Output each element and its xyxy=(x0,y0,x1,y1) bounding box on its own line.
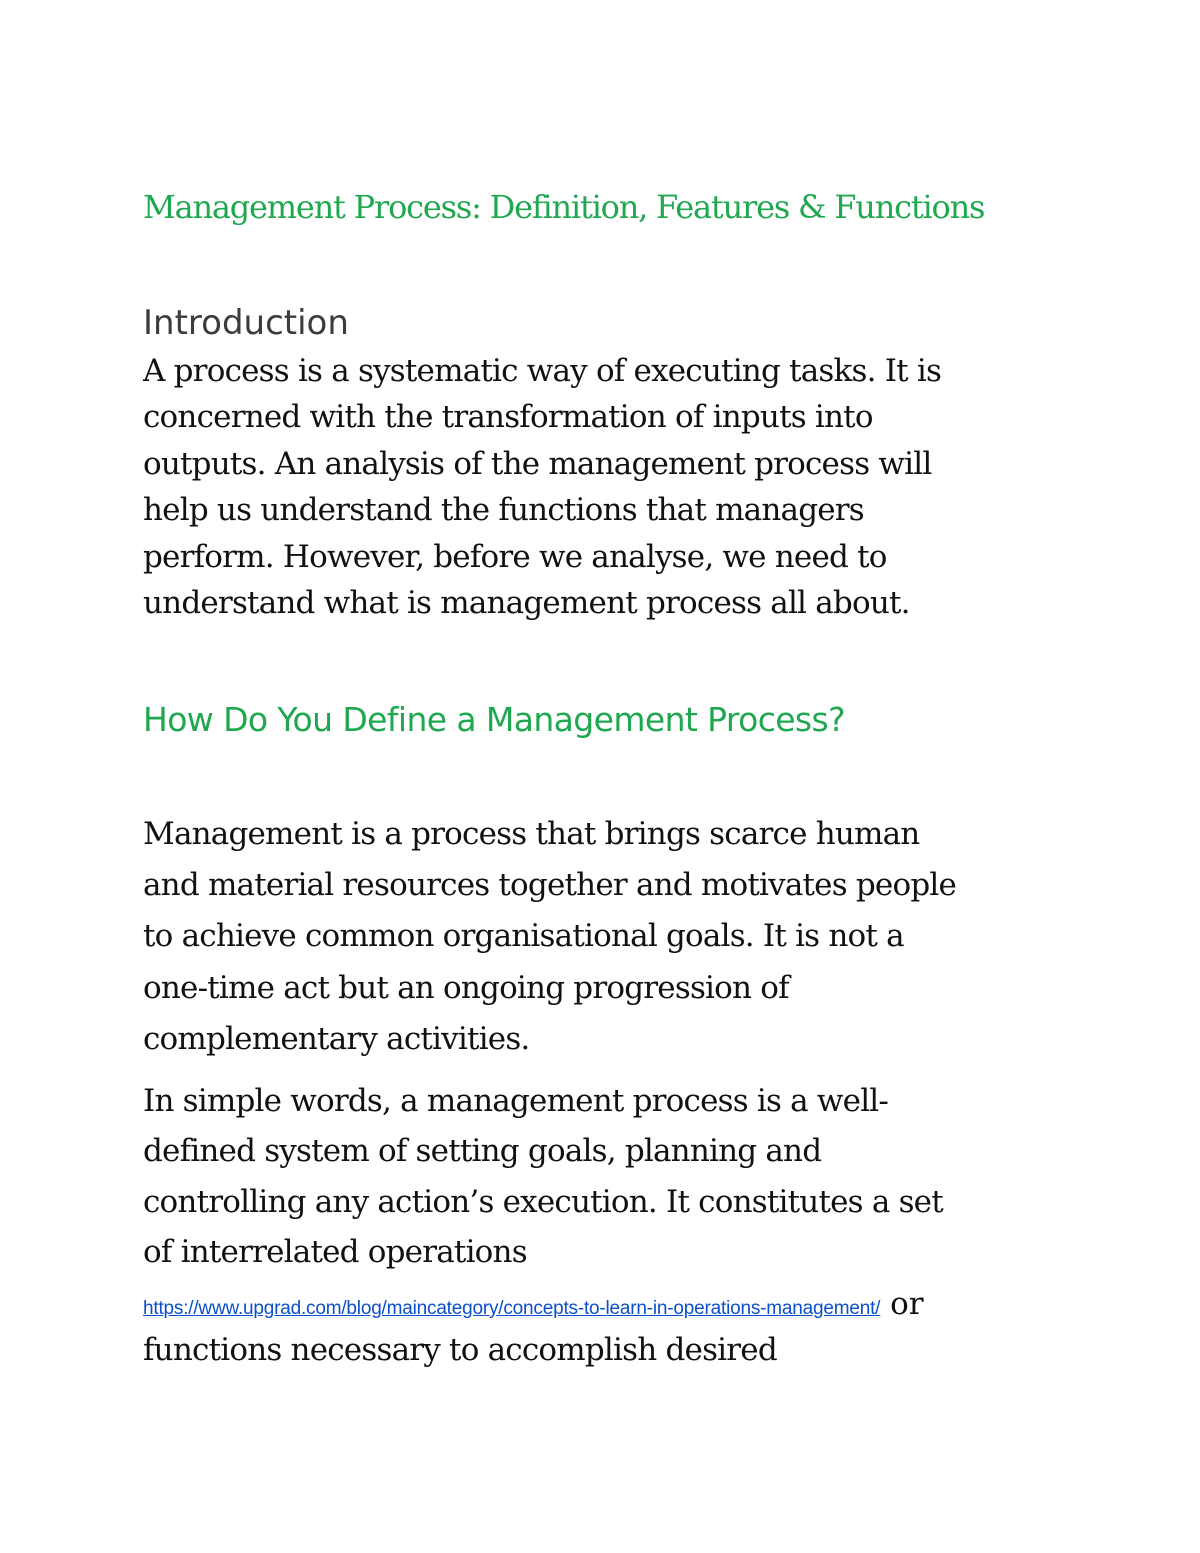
introduction-line: A process is a systematic way of executing tasks. It is xyxy=(143,353,942,389)
operations-management-link[interactable]: https://www.upgrad.com/blog/maincategory/concepts-to-learn-in-operations-management/ xyxy=(143,1298,881,1319)
introduction-line: perform. However, before we analyse, we need to xyxy=(143,538,887,575)
definition-paragraph xyxy=(143,809,956,1065)
simple-words-line: controlling any action’s execution. It constitutes a set xyxy=(143,1183,943,1220)
simple-words-line: In simple words, a management process is a well- xyxy=(143,1083,889,1119)
or-text: or xyxy=(890,1286,924,1322)
definition-line: Management is a process that brings scarce human xyxy=(143,816,920,852)
definition-line: and material resources together and motivates people xyxy=(143,867,957,904)
introduction-line: understand what is management process all about. xyxy=(143,585,910,622)
definition-line: to achieve common organisational goals. It is not a xyxy=(143,918,904,955)
document-title: Management Process: Definition, Features & Functions xyxy=(143,188,985,226)
simple-words-line: defined system of setting goals, planning and xyxy=(143,1133,822,1170)
simple-words-paragraph xyxy=(143,1076,943,1277)
introduction-line: outputs. An analysis of the management process will xyxy=(143,445,932,482)
introduction-line: concerned with the transformation of inputs into xyxy=(143,399,873,436)
introduction-heading: Introduction xyxy=(143,303,349,343)
definition-line: one-time act but an ongoing progression of xyxy=(143,969,789,1006)
simple-words-line: of interrelated operations xyxy=(143,1233,527,1270)
definition-heading: How Do You Define a Management Process? xyxy=(143,700,846,739)
final-text-line: functions necessary to accomplish desired xyxy=(143,1332,777,1368)
definition-line: complementary activities. xyxy=(143,1020,530,1057)
introduction-line: help us understand the functions that managers xyxy=(143,492,864,529)
introduction-paragraph xyxy=(143,348,941,626)
